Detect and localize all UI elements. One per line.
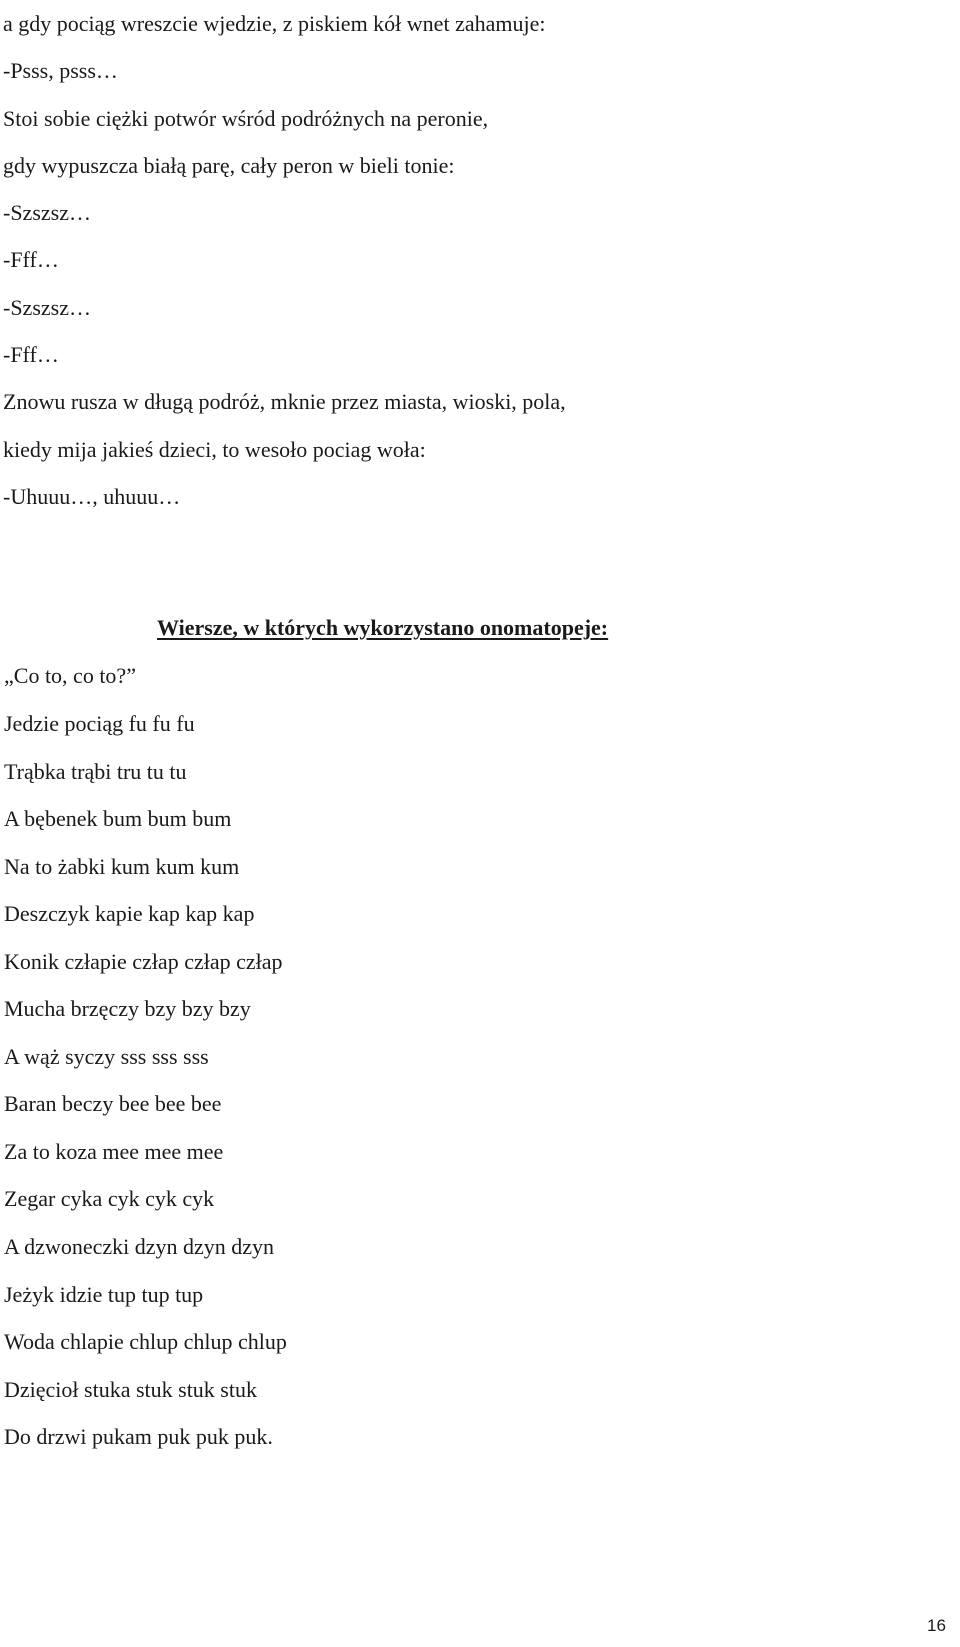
poem-line: A dzwoneczki dzyn dzyn dzyn <box>4 1234 275 1260</box>
poem-lines <box>4 700 287 1461</box>
poem-line: Stoi sobie ciężki potwór wśród podróżnych na peronie, <box>3 105 489 131</box>
poem-line: -Szszsz… <box>3 200 91 226</box>
poem-line: A wąż syczy sss sss sss <box>4 1043 209 1069</box>
poem-line: -Szszsz… <box>3 294 91 320</box>
poem-line: Za to koza mee mee mee <box>4 1138 224 1164</box>
poem-line: -Fff… <box>3 247 59 273</box>
poem-title: „Co to, co to?” <box>4 663 136 688</box>
poem-line: Znowu rusza w długą podróż, mknie przez miasta, wioski, pola, <box>3 389 566 415</box>
poem-line: A bębenek bum bum bum <box>4 806 232 832</box>
poem-line: Jeżyk idzie tup tup tup <box>4 1281 204 1307</box>
poem-top-lines <box>3 0 566 520</box>
poem-line: Woda chlapie chlup chlup chlup <box>4 1329 287 1355</box>
poem-line: Na to żabki kum kum kum <box>4 853 240 879</box>
poem-line: Jedzie pociąg fu fu fu <box>4 711 195 736</box>
poem-line: Konik człapie człap człap człap <box>4 948 283 974</box>
section-heading: Wiersze, w których wykorzystano onomatopeje: <box>157 615 609 640</box>
poem-line: Deszczyk kapie kap kap kap <box>4 901 255 927</box>
poem-line: Zegar cyka cyk cyk cyk <box>4 1186 215 1212</box>
poem-line: Do drzwi pukam puk puk puk. <box>4 1424 273 1450</box>
poem-line: kiedy mija jakieś dzieci, to wesoło pociag woła: <box>3 436 426 462</box>
poem-line: a gdy pociąg wreszcie wjedzie, z piskiem kół wnet zahamuje: <box>3 11 546 36</box>
poem-line: Baran beczy bee bee bee <box>4 1091 222 1117</box>
page-number: 16 <box>927 1616 946 1635</box>
poem-line: -Uhuuu…, uhuuu… <box>3 483 181 509</box>
poem-line: Mucha brzęczy bzy bzy bzy <box>4 996 251 1022</box>
poem-line: Dzięcioł stuka stuk stuk stuk <box>4 1376 257 1402</box>
poem-line: -Psss, psss… <box>3 58 118 84</box>
poem-line: Trąbka trąbi tru tu tu <box>4 758 187 784</box>
poem-line: -Fff… <box>3 342 59 368</box>
poem-line: gdy wypuszcza białą parę, cały peron w bieli tonie: <box>3 152 455 178</box>
